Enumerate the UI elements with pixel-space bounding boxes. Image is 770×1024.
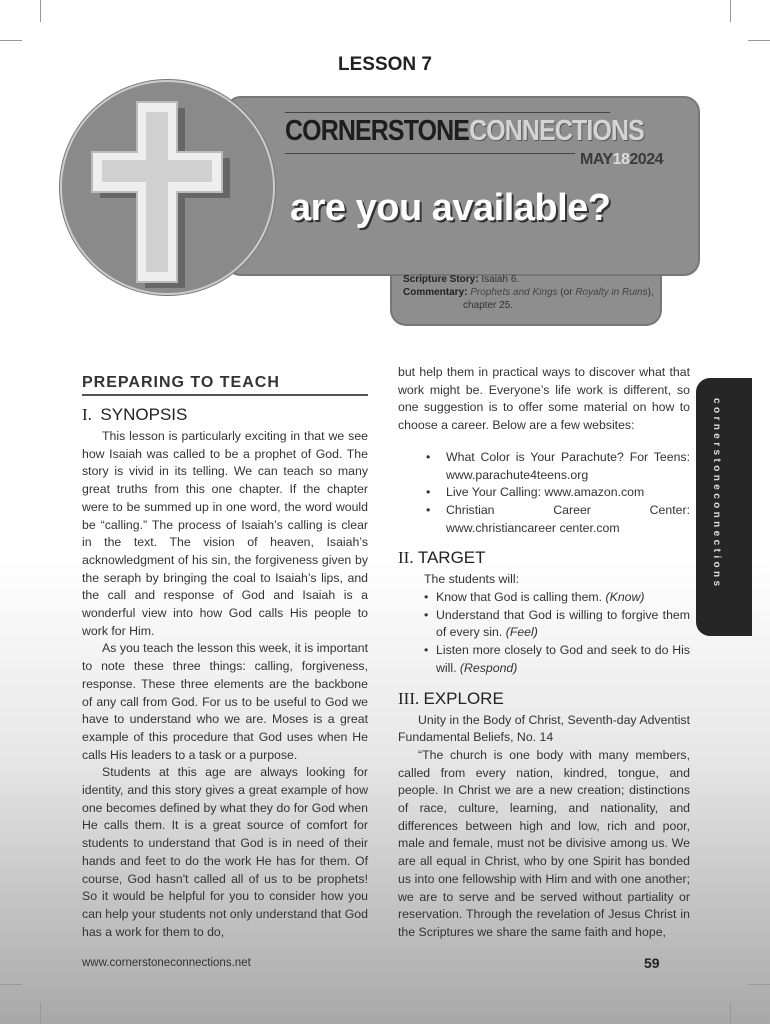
paragraph: This lesson is particularly exciting in that we see how Isaiah was called to be a prophet of God. The story is vivid in its telling. We can teach so many great truths from this one chapter. If the chapter were to be summed up in one word, the word would be “calling.” The process of Isaiah’s calling is clear in the text. The vision of heaven, Isaiah’s acknowledgment of his sin, the forgiveness given by the seraph by bringing the coal to Isaiah’s lips, and the call and response of God and Isaiah is a wonderful view into how God calls His people to work for Him. — [82, 429, 368, 638]
footer-url[interactable]: www.cornerstoneconnections.net — [82, 957, 251, 969]
target-tag: (Feel) — [505, 625, 538, 640]
explore-heading — [398, 688, 690, 710]
divider — [285, 153, 575, 154]
heading-title: SYNOPSIS — [100, 405, 188, 424]
commentary-text: (or — [557, 287, 576, 298]
scripture-value: Isaiah 6. — [481, 274, 520, 285]
target-list — [424, 589, 690, 678]
target-tag: (Respond) — [459, 660, 518, 675]
scripture-label: Scripture Story: — [403, 274, 479, 285]
brand-dark: CORNERSTONE — [285, 115, 470, 147]
list-item: • Christian Career Center: www.christiancareer center.com — [426, 502, 690, 537]
crop-mark — [748, 984, 770, 985]
list-item: • Live Your Calling: www.amazon.com — [426, 484, 690, 502]
synopsis-heading — [82, 404, 368, 426]
paragraph: “The church is one body with many members, called from every nation, kindred, tongue, and people. In Christ we are a new creation; distinctions of race, culture, learning, and nationality, and differences between high and low, rich and poor, male and female, must not be divisive among us. We are all equal in Christ, who by one Spirit has bonded us into one fellowship with Him and with one another; we are to serve and be served without partiality or reservation. Through the revelation of Jesus Christ in the Scriptures we share the same faith and hope, — [398, 747, 690, 939]
brand-logo — [285, 112, 644, 148]
list-item — [424, 607, 690, 642]
crop-mark — [730, 0, 731, 22]
crop-mark — [40, 0, 41, 22]
list-item — [424, 642, 690, 677]
paragraph: As you teach the lesson this week, it is important to note these three things: calling, forgiveness, response. These three elements are the backbone of any call from God. For us to be useful to God we have to understand who we are. Moses is a great example of this procedure that God uses when He calls His leaders to a task or a purpose. — [82, 641, 368, 762]
website-list — [426, 449, 690, 538]
target-text: Understand that God is willing to forgive them of every sin. — [436, 607, 690, 640]
crop-mark — [730, 1002, 731, 1024]
side-tab — [696, 378, 752, 636]
page-number: 59 — [644, 955, 660, 971]
date-month: MAY — [580, 151, 613, 168]
cross-icon — [62, 82, 277, 297]
crop-mark — [748, 40, 770, 41]
paragraph: Students at this age are always looking for identity, and this story gives a great example of how one becomes defined by what they do for God when He calls them. It is a great source of comfort for students to understand that God is in need of their hands and feet to do the work He has for them. Of course, God hasn't called all of us to be prophets! So it would be helpful for you to consider how you can help your students not only understand that God has a work for them to do, — [82, 765, 368, 939]
target-heading — [398, 547, 690, 569]
date-year: 2024 — [629, 151, 663, 168]
date-day: 18 — [612, 151, 630, 168]
crop-mark — [0, 984, 22, 985]
paragraph: Unity in the Body of Christ, Seventh-day Adventist Fundamental Beliefs, No. 14 — [398, 712, 690, 745]
commentary-book: Royalty in Ruins — [575, 287, 648, 298]
section-heading: PREPARING TO TEACH — [82, 373, 368, 396]
heading-number: II. — [398, 548, 414, 568]
lesson-date — [580, 151, 663, 169]
target-text: Listen more closely to God and seek to do His will. — [436, 643, 690, 675]
left-column — [82, 373, 368, 941]
target-tag: (Know) — [605, 590, 645, 605]
crop-mark — [40, 1002, 41, 1024]
crop-mark — [0, 40, 22, 41]
lesson-number: LESSON 7 — [338, 54, 432, 75]
heading-title: EXPLORE — [423, 688, 504, 708]
commentary-chapter: chapter 25. — [463, 300, 514, 311]
list-item — [424, 589, 690, 607]
commentary-label: Commentary: — [403, 287, 468, 298]
paragraph: but help them in practical ways to discover what that work might be. Everyone’s life work is different, so one suggestion is to offer some material on how to choose a career. Below are a few websites: — [398, 365, 690, 433]
target-intro: The students will: — [424, 572, 520, 587]
lesson-title: are you available? — [290, 187, 611, 229]
brand-light: CONNECTIONS — [469, 115, 644, 147]
cross-medallion — [60, 80, 275, 295]
side-tab-label: cornerstoneconnections — [711, 398, 722, 590]
heading-number: I. — [82, 405, 92, 424]
scripture-info — [403, 273, 654, 312]
commentary-book: Prophets and Kings — [470, 287, 558, 298]
target-text: Know that God is calling them. — [436, 590, 606, 605]
right-column — [398, 364, 690, 942]
commentary-text: ), — [647, 287, 654, 298]
heading-title: TARGET — [417, 548, 486, 568]
heading-number: III. — [398, 688, 420, 708]
list-item: • What Color is Your Parachute? For Teens: www.parachute4teens.org — [426, 449, 690, 484]
